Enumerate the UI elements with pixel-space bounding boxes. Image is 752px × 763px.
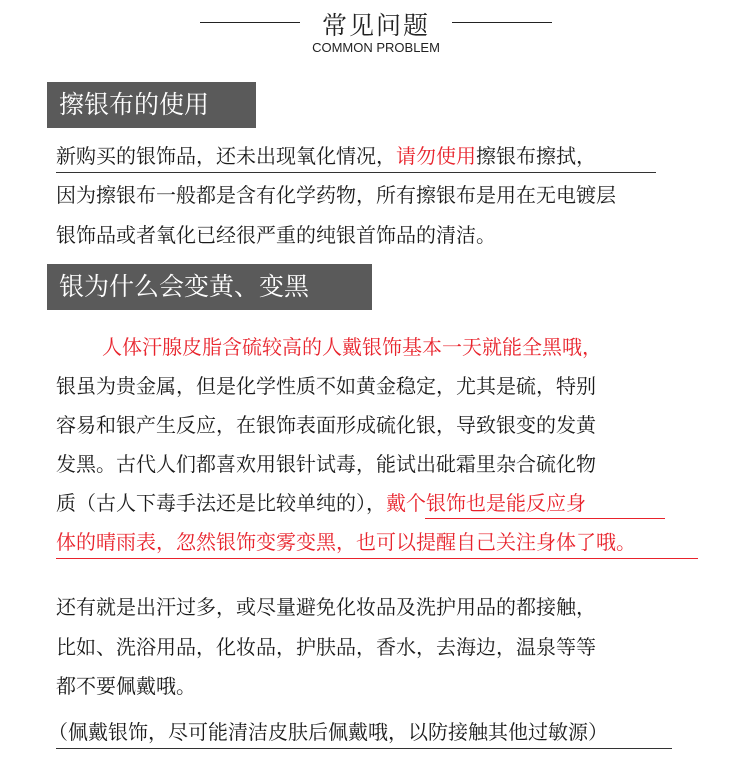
section2-underline-red-2	[56, 558, 698, 559]
section3-note: （佩戴银饰，尽可能清洁皮肤后佩戴哦，以防接触其他过敏源）	[48, 720, 608, 744]
section2-line5	[56, 490, 586, 516]
section1-line1-a: 新购买的银饰品，还未出现氧化情况，	[56, 144, 396, 168]
section2-line6: 体的晴雨表，忽然银饰变雾变黑，也可以提醒自己关注身体了哦。	[56, 530, 636, 554]
section2-line2: 银虽为贵金属，但是化学性质不如黄金稳定，尤其是硫，特别	[56, 374, 596, 398]
section2-line3: 容易和银产生反应，在银饰表面形成硫化银，导致银变的发黄	[56, 413, 596, 437]
section2-line1: 人体汗腺皮脂含硫较高的人戴银饰基本一天就能全黑哦，	[102, 335, 602, 359]
section1-line1-warning: 请勿使用	[396, 144, 476, 168]
section2-line5-warning: 戴个银饰也是能反应身	[386, 491, 586, 515]
section1-underline	[56, 172, 656, 173]
section1-heading: 擦银布的使用	[47, 82, 256, 128]
section3-note-underline	[56, 748, 672, 749]
section2-heading: 银为什么会变黄、变黑	[47, 264, 372, 310]
section2-line4: 发黑。古代人们都喜欢用银针试毒，能试出砒霜里杂合硫化物	[56, 452, 596, 476]
section3-line3: 都不要佩戴哦。	[56, 674, 196, 698]
page-title: 常见问题	[321, 11, 430, 40]
section2-underline-red-1	[425, 518, 665, 519]
section3-line2: 比如、洗浴用品，化妆品，护肤品，香水，去海边，温泉等等	[56, 635, 596, 659]
section1-line3: 银饰品或者氧化已经很严重的纯银首饰品的清洁。	[56, 223, 496, 247]
section2-line5-a: 质（古人下毒手法还是比较单纯的），	[56, 491, 386, 515]
section1-line1	[56, 143, 596, 169]
section3-line1: 还有就是出汗过多，或尽量避免化妆品及洗护用品的都接触，	[56, 595, 596, 619]
section1-line2: 因为擦银布一般都是含有化学药物，所有擦银布是用在无电镀层	[56, 183, 616, 207]
section1-line1-b: 擦银布擦拭，	[476, 144, 596, 168]
page-subtitle: COMMON PROBLEM	[312, 40, 440, 55]
